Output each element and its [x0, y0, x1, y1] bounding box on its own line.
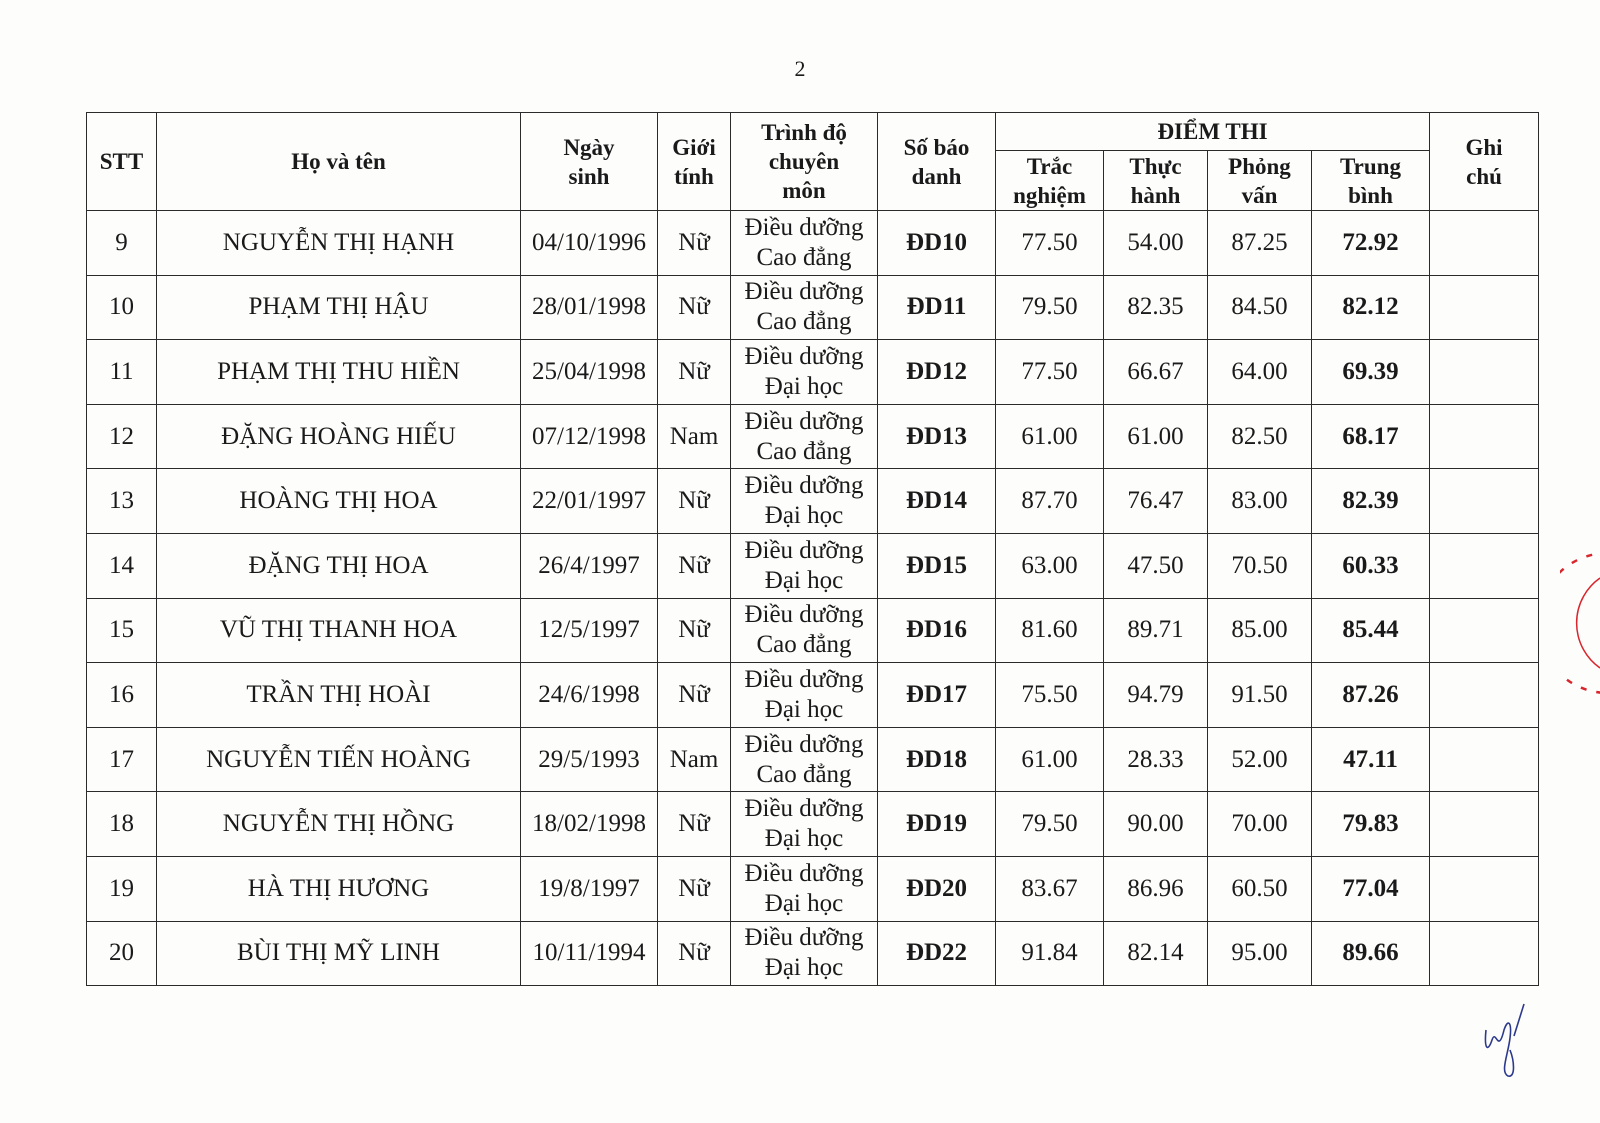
cell-gender: Nữ — [658, 469, 731, 534]
cell-multiple-choice: 61.00 — [996, 727, 1104, 792]
cell-qualification — [731, 340, 878, 405]
qualification-level: Cao đẳng — [756, 631, 852, 659]
cell-candidate-id: ĐD17 — [878, 663, 996, 728]
table-row — [87, 921, 1539, 986]
cell-multiple-choice: 81.60 — [996, 598, 1104, 663]
table-body — [87, 211, 1539, 986]
qualification-field: Điều dưỡng — [744, 665, 864, 693]
cell-average: 82.12 — [1312, 275, 1430, 340]
cell-practical: 90.00 — [1104, 792, 1208, 857]
cell-qualification — [731, 921, 878, 986]
qualification-field: Điều dưỡng — [744, 795, 864, 823]
table-row — [87, 663, 1539, 728]
table-header — [87, 113, 1539, 211]
cell-average: 79.83 — [1312, 792, 1430, 857]
cell-stt: 17 — [87, 727, 157, 792]
cell-interview: 87.25 — [1208, 211, 1312, 276]
cell-qualification — [731, 792, 878, 857]
cell-practical: 54.00 — [1104, 211, 1208, 276]
cell-multiple-choice: 79.50 — [996, 792, 1104, 857]
cell-multiple-choice: 61.00 — [996, 404, 1104, 469]
cell-multiple-choice: 87.70 — [996, 469, 1104, 534]
cell-qualification — [731, 598, 878, 663]
cell-dob: 22/01/1997 — [521, 469, 658, 534]
cell-dob: 07/12/1998 — [521, 404, 658, 469]
cell-candidate-id: ĐD15 — [878, 533, 996, 598]
cell-dob: 26/4/1997 — [521, 533, 658, 598]
header-candidate-id: Số báo danh — [878, 113, 996, 211]
cell-qualification — [731, 856, 878, 921]
cell-practical: 47.50 — [1104, 533, 1208, 598]
cell-gender: Nữ — [658, 856, 731, 921]
qualification-field: Điều dưỡng — [744, 472, 864, 500]
cell-practical: 82.35 — [1104, 275, 1208, 340]
cell-name: PHẠM THỊ THU HIỀN — [157, 340, 521, 405]
cell-stt: 9 — [87, 211, 157, 276]
table-row — [87, 275, 1539, 340]
cell-practical: 86.96 — [1104, 856, 1208, 921]
cell-interview: 60.50 — [1208, 856, 1312, 921]
cell-stt: 18 — [87, 792, 157, 857]
cell-candidate-id: ĐD22 — [878, 921, 996, 986]
cell-name: ĐẶNG HOÀNG HIẾU — [157, 404, 521, 469]
cell-qualification — [731, 275, 878, 340]
cell-gender: Nữ — [658, 792, 731, 857]
cell-candidate-id: ĐD10 — [878, 211, 996, 276]
cell-average: 82.39 — [1312, 469, 1430, 534]
header-stt: STT — [87, 113, 157, 211]
cell-candidate-id: ĐD12 — [878, 340, 996, 405]
header-interview: Phỏng vấn — [1208, 151, 1312, 211]
cell-note — [1430, 340, 1539, 405]
cell-name: BÙI THỊ MỸ LINH — [157, 921, 521, 986]
cell-note — [1430, 469, 1539, 534]
qualification-level: Cao đẳng — [756, 308, 852, 336]
cell-name: HÀ THỊ HƯƠNG — [157, 856, 521, 921]
header-average: Trung bình — [1312, 151, 1430, 211]
cell-practical: 61.00 — [1104, 404, 1208, 469]
cell-name: HOÀNG THỊ HOA — [157, 469, 521, 534]
cell-note — [1430, 792, 1539, 857]
cell-stt: 12 — [87, 404, 157, 469]
cell-name: ĐẶNG THỊ HOA — [157, 533, 521, 598]
cell-average: 69.39 — [1312, 340, 1430, 405]
cell-note — [1430, 211, 1539, 276]
cell-interview: 52.00 — [1208, 727, 1312, 792]
cell-candidate-id: ĐD11 — [878, 275, 996, 340]
cell-name: NGUYỄN THỊ HỒNG — [157, 792, 521, 857]
qualification-level: Đại học — [764, 566, 844, 594]
cell-note — [1430, 404, 1539, 469]
cell-dob: 19/8/1997 — [521, 856, 658, 921]
cell-gender: Nữ — [658, 340, 731, 405]
table-row — [87, 533, 1539, 598]
cell-name: VŨ THỊ THANH HOA — [157, 598, 521, 663]
cell-practical: 76.47 — [1104, 469, 1208, 534]
cell-stt: 19 — [87, 856, 157, 921]
cell-note — [1430, 533, 1539, 598]
qualification-level: Đại học — [764, 954, 844, 982]
cell-gender: Nữ — [658, 598, 731, 663]
qualification-level: Đại học — [764, 372, 844, 400]
cell-average: 60.33 — [1312, 533, 1430, 598]
qualification-field: Điều dưỡng — [744, 601, 864, 629]
cell-multiple-choice: 83.67 — [996, 856, 1104, 921]
table-row — [87, 211, 1539, 276]
qualification-field: Điều dưỡng — [744, 924, 864, 952]
cell-gender: Nữ — [658, 663, 731, 728]
cell-practical: 82.14 — [1104, 921, 1208, 986]
table-row — [87, 469, 1539, 534]
cell-note — [1430, 598, 1539, 663]
cell-stt: 15 — [87, 598, 157, 663]
cell-interview: 70.00 — [1208, 792, 1312, 857]
table-row — [87, 598, 1539, 663]
qualification-field: Điều dưỡng — [744, 278, 864, 306]
cell-stt: 13 — [87, 469, 157, 534]
cell-candidate-id: ĐD14 — [878, 469, 996, 534]
qualification-level: Đại học — [764, 825, 844, 853]
cell-interview: 95.00 — [1208, 921, 1312, 986]
cell-gender: Nữ — [658, 533, 731, 598]
cell-name: NGUYỄN THỊ HẠNH — [157, 211, 521, 276]
cell-gender: Nữ — [658, 921, 731, 986]
cell-multiple-choice: 77.50 — [996, 340, 1104, 405]
cell-dob: 12/5/1997 — [521, 598, 658, 663]
cell-gender: Nam — [658, 404, 731, 469]
qualification-field: Điều dưỡng — [744, 536, 864, 564]
header-gender: Giới tính — [658, 113, 731, 211]
cell-interview: 85.00 — [1208, 598, 1312, 663]
cell-dob: 10/11/1994 — [521, 921, 658, 986]
cell-average: 77.04 — [1312, 856, 1430, 921]
cell-interview: 83.00 — [1208, 469, 1312, 534]
handwritten-initials — [1478, 1000, 1538, 1080]
qualification-field: Điều dưỡng — [744, 342, 864, 370]
cell-qualification — [731, 663, 878, 728]
cell-average: 72.92 — [1312, 211, 1430, 276]
cell-multiple-choice: 63.00 — [996, 533, 1104, 598]
cell-dob: 04/10/1996 — [521, 211, 658, 276]
qualification-level: Cao đẳng — [756, 243, 852, 271]
header-practical: Thực hành — [1104, 151, 1208, 211]
cell-practical: 89.71 — [1104, 598, 1208, 663]
cell-qualification — [731, 727, 878, 792]
qualification-level: Đại học — [764, 502, 844, 530]
cell-practical: 94.79 — [1104, 663, 1208, 728]
cell-average: 47.11 — [1312, 727, 1430, 792]
qualification-level: Cao đẳng — [756, 760, 852, 788]
table-row — [87, 856, 1539, 921]
page-number: 2 — [794, 56, 806, 81]
cell-stt: 10 — [87, 275, 157, 340]
qualification-field: Điều dưỡng — [744, 407, 864, 435]
cell-gender: Nữ — [658, 275, 731, 340]
cell-interview: 84.50 — [1208, 275, 1312, 340]
header-name: Họ và tên — [157, 113, 521, 211]
cell-interview: 91.50 — [1208, 663, 1312, 728]
header-multiple-choice: Trắc nghiệm — [996, 151, 1104, 211]
cell-multiple-choice: 75.50 — [996, 663, 1104, 728]
table-row — [87, 404, 1539, 469]
cell-name: PHẠM THỊ HẬU — [157, 275, 521, 340]
cell-interview: 82.50 — [1208, 404, 1312, 469]
cell-practical: 28.33 — [1104, 727, 1208, 792]
qualification-level: Đại học — [764, 695, 844, 723]
cell-stt: 14 — [87, 533, 157, 598]
cell-note — [1430, 856, 1539, 921]
cell-gender: Nữ — [658, 211, 731, 276]
cell-average: 87.26 — [1312, 663, 1430, 728]
cell-candidate-id: ĐD16 — [878, 598, 996, 663]
header-scores-group: ĐIỂM THI — [996, 113, 1430, 151]
cell-candidate-id: ĐD19 — [878, 792, 996, 857]
cell-name: NGUYỄN TIẾN HOÀNG — [157, 727, 521, 792]
header-dob: Ngày sinh — [521, 113, 658, 211]
cell-interview: 64.00 — [1208, 340, 1312, 405]
cell-note — [1430, 921, 1539, 986]
cell-qualification — [731, 211, 878, 276]
cell-interview: 70.50 — [1208, 533, 1312, 598]
table-row — [87, 727, 1539, 792]
cell-stt: 20 — [87, 921, 157, 986]
cell-stt: 11 — [87, 340, 157, 405]
cell-average: 89.66 — [1312, 921, 1430, 986]
cell-note — [1430, 727, 1539, 792]
exam-results-table — [86, 112, 1539, 986]
cell-average: 68.17 — [1312, 404, 1430, 469]
cell-dob: 28/01/1998 — [521, 275, 658, 340]
table-row — [87, 340, 1539, 405]
header-qualification: Trình độ chuyên môn — [731, 113, 878, 211]
cell-average: 85.44 — [1312, 598, 1430, 663]
cell-practical: 66.67 — [1104, 340, 1208, 405]
qualification-field: Điều dưỡng — [744, 859, 864, 887]
cell-dob: 24/6/1998 — [521, 663, 658, 728]
cell-dob: 29/5/1993 — [521, 727, 658, 792]
table-row — [87, 792, 1539, 857]
qualification-level: Cao đẳng — [756, 437, 852, 465]
qualification-level: Đại học — [764, 889, 844, 917]
cell-note — [1430, 663, 1539, 728]
cell-gender: Nam — [658, 727, 731, 792]
cell-candidate-id: ĐD18 — [878, 727, 996, 792]
cell-name: TRẦN THỊ HOÀI — [157, 663, 521, 728]
cell-qualification — [731, 469, 878, 534]
cell-qualification — [731, 404, 878, 469]
cell-multiple-choice: 91.84 — [996, 921, 1104, 986]
cell-multiple-choice: 79.50 — [996, 275, 1104, 340]
cell-stt: 16 — [87, 663, 157, 728]
header-note: Ghi chú — [1430, 113, 1539, 211]
cell-candidate-id: ĐD20 — [878, 856, 996, 921]
cell-candidate-id: ĐD13 — [878, 404, 996, 469]
cell-dob: 25/04/1998 — [521, 340, 658, 405]
cell-note — [1430, 275, 1539, 340]
cell-dob: 18/02/1998 — [521, 792, 658, 857]
cell-multiple-choice: 77.50 — [996, 211, 1104, 276]
qualification-field: Điều dưỡng — [744, 213, 864, 241]
qualification-field: Điều dưỡng — [744, 730, 864, 758]
red-stamp-fragment — [1560, 548, 1600, 698]
cell-qualification — [731, 533, 878, 598]
